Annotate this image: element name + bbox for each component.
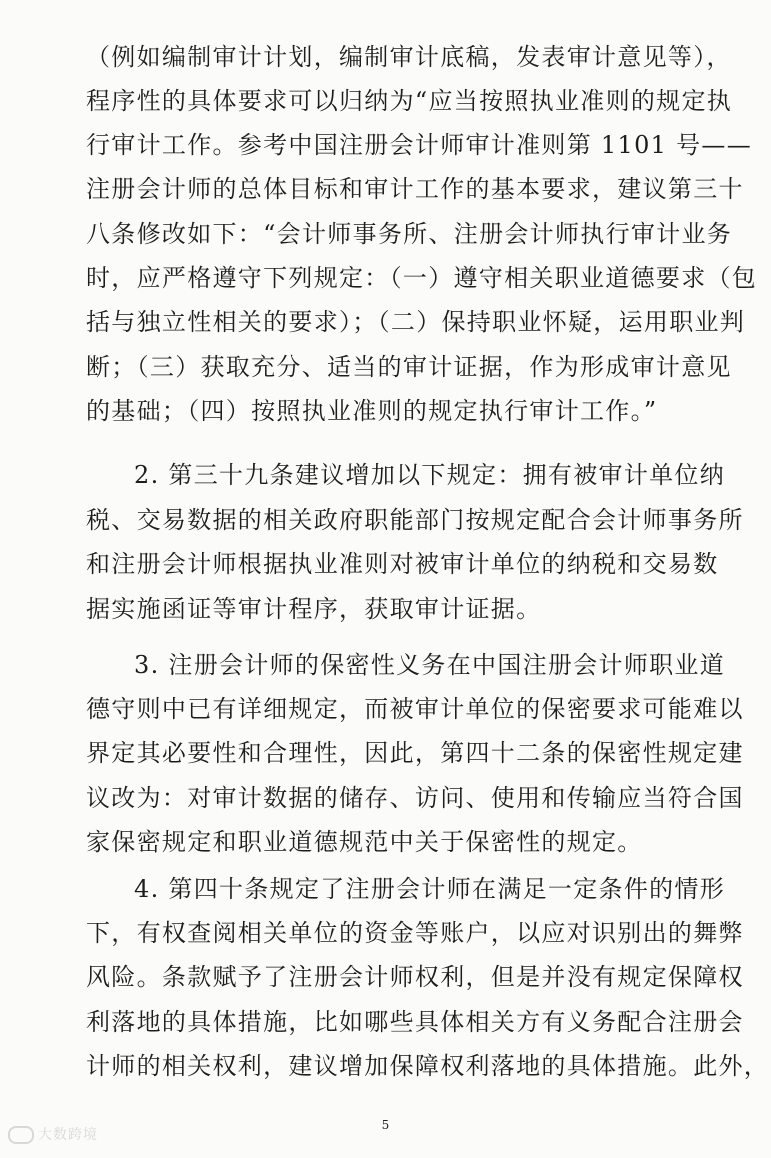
- text-line: （例如编制审计计划，编制审计底稿，发表审计意见等），: [86, 43, 732, 71]
- text-line: 据实施函证等审计程序，获取审计证据。: [86, 595, 542, 623]
- text-line: 和注册会计师根据执业准则对被审计单位的纳税和交易数: [86, 550, 719, 578]
- watermark: [8, 1124, 98, 1144]
- text-line: 界定其必要性和合理性，因此，第四十二条的保密性规定建: [86, 739, 744, 767]
- text-line: 利落地的具体措施，比如哪些具体相关方有义务配合注册会: [86, 1008, 744, 1036]
- text-line: 程序性的具体要求可以归纳为“应当按照执业准则的规定执: [86, 87, 733, 115]
- paragraph-3-first-line: 3. 注册会计师的保密性义务在中国注册会计师职业道: [134, 651, 726, 679]
- text-line: 八条修改如下：“会计师事务所、注册会计师执行审计业务: [86, 220, 733, 248]
- paragraph-2-first-line: 2. 第三十九条建议增加以下规定：拥有被审计单位纳: [134, 461, 726, 489]
- text-line: 断；（三）获取充分、适当的审计证据，作为形成审计意见: [86, 353, 732, 381]
- text-line: 家保密规定和职业道德规范中关于保密性的规定。: [86, 828, 643, 856]
- text-line: 下，有权查阅相关单位的资金等账户，以应对识别出的舞弊: [86, 919, 744, 947]
- text-line: 风险。条款赋予了注册会计师权利，但是并没有规定保障权: [86, 963, 744, 991]
- text-line: 行审计工作。参考中国注册会计师审计准则第 1101 号——: [86, 131, 753, 159]
- text-line: 税、交易数据的相关政府职能部门按规定配合会计师事务所: [86, 506, 744, 534]
- text-line: 德守则中已有详细规定，而被审计单位的保密要求可能难以: [86, 695, 744, 723]
- text-line: 注册会计师的总体目标和审计工作的基本要求，建议第三十: [86, 175, 744, 203]
- text-line: 括与独立性相关的要求）；（二）保持职业怀疑，运用职业判: [86, 308, 746, 336]
- paragraph-4-first-line: 4. 第四十条规定了注册会计师在满足一定条件的情形: [134, 875, 726, 903]
- page-number: 5: [381, 1118, 390, 1132]
- watermark-text: 大数跨境: [38, 1127, 98, 1143]
- text-line: 时，应严格遵守下列规定：（一）遵守相关职业道德要求（包: [86, 264, 758, 292]
- text-line: 的基础；（四）按照执业准则的规定执行审计工作。”: [86, 397, 658, 425]
- text-line: 计师的相关权利，建议增加保障权利落地的具体措施。此外，: [86, 1052, 770, 1080]
- watermark-logo-icon: [8, 1126, 34, 1144]
- text-line: 议改为：对审计数据的储存、访问、使用和传输应当符合国: [86, 784, 744, 812]
